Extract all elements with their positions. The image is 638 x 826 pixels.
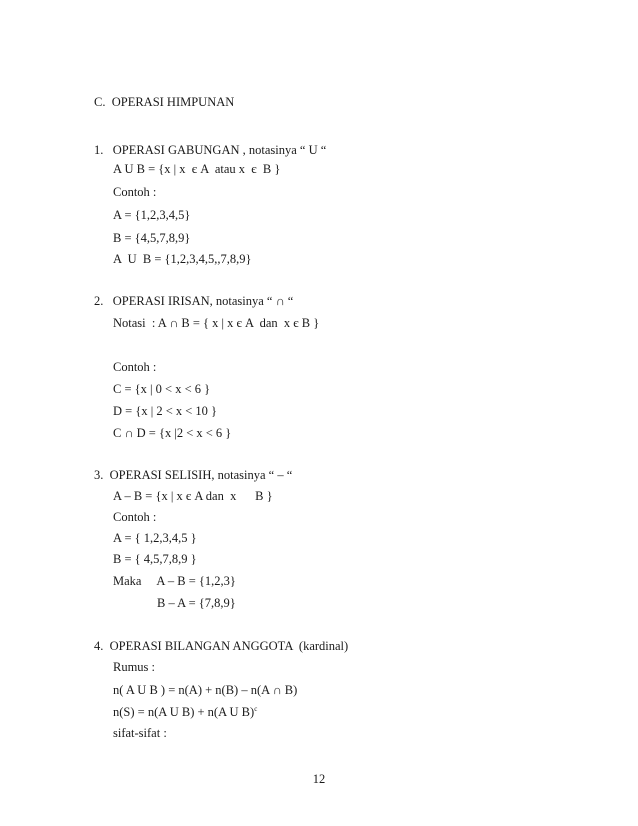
selisih-set-b: B = { 4,5,7,8,9 } xyxy=(113,552,197,566)
selisih-maka: Maka A – B = {1,2,3} xyxy=(113,574,236,588)
kardinal-formula-2-text: n(S) = n(A U B) + n(A U B) xyxy=(113,705,255,719)
gabungan-set-a: A = {1,2,3,4,5} xyxy=(113,208,191,222)
selisih-set-a: A = { 1,2,3,4,5 } xyxy=(113,531,197,545)
gabungan-result: A U B = {1,2,3,4,5,,7,8,9} xyxy=(113,252,252,266)
selisih-contoh-label: Contoh : xyxy=(113,510,157,524)
complement-superscript: c xyxy=(254,705,258,713)
kardinal-formula-2 xyxy=(113,705,257,720)
gabungan-heading: 1. OPERASI GABUNGAN , notasinya “ U “ xyxy=(94,143,327,157)
irisan-result: C ∩ D = {x |2 < x < 6 } xyxy=(113,426,232,440)
page-number: 12 xyxy=(312,772,326,786)
selisih-heading: 3. OPERASI SELISIH, notasinya “ – “ xyxy=(94,468,293,482)
irisan-heading: 2. OPERASI IRISAN, notasinya “ ∩ “ xyxy=(94,294,294,308)
kardinal-heading: 4. OPERASI BILANGAN ANGGOTA (kardinal) xyxy=(94,639,349,653)
gabungan-definition: A U B = {x | x є A atau x є B } xyxy=(113,162,281,176)
gabungan-contoh-label: Contoh : xyxy=(113,185,157,199)
irisan-set-d: D = {x | 2 < x < 10 } xyxy=(113,404,218,418)
section-title: C. OPERASI HIMPUNAN xyxy=(94,95,235,109)
kardinal-sifat-label: sifat-sifat : xyxy=(113,726,167,740)
kardinal-rumus-label: Rumus : xyxy=(113,660,156,674)
gabungan-set-b: B = {4,5,7,8,9} xyxy=(113,231,191,245)
selisih-result-b-minus-a: B – A = {7,8,9} xyxy=(157,596,236,610)
irisan-notasi: Notasi : A ∩ B = { x | x є A dan x є B } xyxy=(113,316,320,330)
kardinal-formula-1: n( A U B ) = n(A) + n(B) – n(A ∩ B) xyxy=(113,683,298,697)
selisih-definition: A – B = {x | x є A dan x B } xyxy=(113,489,273,503)
irisan-set-c: C = {x | 0 < x < 6 } xyxy=(113,382,211,396)
irisan-contoh-label: Contoh : xyxy=(113,360,157,374)
